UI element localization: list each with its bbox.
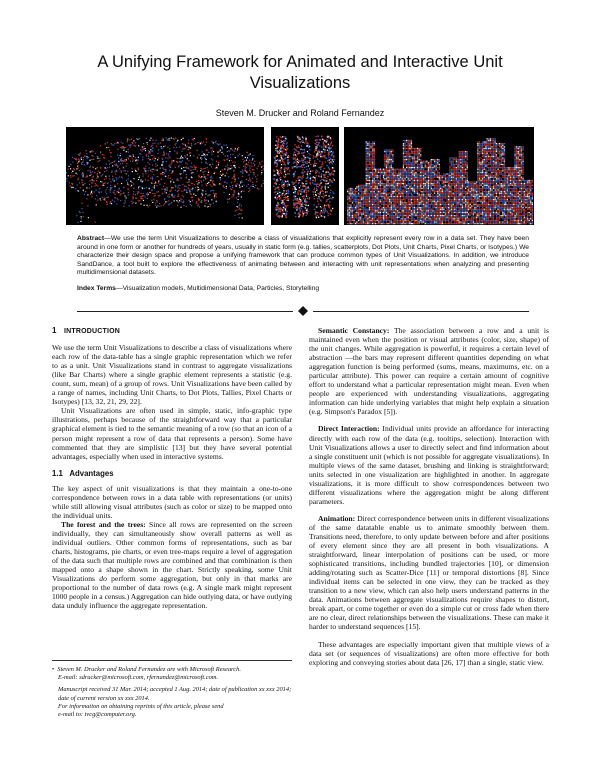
index-terms xyxy=(77,285,529,294)
figure-scatter-strips xyxy=(271,127,339,225)
abstract-label: Abstract xyxy=(77,235,105,242)
column-chart-dots xyxy=(344,127,534,225)
subsection-heading-advantages xyxy=(52,469,292,478)
paper-title xyxy=(60,52,540,94)
section-title: INTRODUCTION xyxy=(63,328,120,335)
forest-trees-emphasis: do xyxy=(99,574,107,584)
footnote xyxy=(52,660,292,719)
footnote-manuscript: Manuscript received 31 Mar. 2014; accepted 1 Aug. 2014; date of publication xx xxx 2014; date of current version xx xxx 2014. xyxy=(58,686,292,702)
us-map-dots xyxy=(66,127,264,225)
footnote-affiliation: Steven M. Drucker and Roland Fernandez are with Microsoft Research. xyxy=(57,666,241,673)
scatter-strips-dots xyxy=(271,127,339,225)
figure-us-map xyxy=(66,127,264,225)
footnote-reprints: For information on obtaining reprints of this article, please send xyxy=(58,702,224,710)
authors: Steven M. Drucker and Roland Fernandez xyxy=(215,108,385,118)
left-column xyxy=(52,326,292,610)
section-number: 1 xyxy=(52,326,57,335)
forest-trees-text-b: perform some aggregation, but only in that marks are proportional to the number of data rows (e.g. A single mark might represent 1000 people in a census.) Aggregation can hide outlying data, or have outlying data unduly influence the aggregate representation. xyxy=(52,574,293,611)
intro-paragraph-2: Unit Visualizations are often used in simple, static, info-graphic type illustrations, perhaps because of the straightforward way that a particular graphical element is tied to the semantic meaning of a row (so that an icon of a person might represent a row of data that represents a person). Some have commented that they are simplistic [13] but they have several potential advantages, especially when used in interactive systems. xyxy=(52,406,292,461)
index-terms-text: —Visualization models, Multidimensional Data, Particles, Storytelling xyxy=(115,285,320,292)
footnote-rule xyxy=(52,660,292,661)
title-line-1: A Unifying Framework for Animated and Interactive Unit xyxy=(97,53,503,71)
advantages-paragraph: The key aspect of unit visualizations is that they maintain a one-to-one correspondence between rows in a data table with representations (or units) while still allowing visual attributes (such as color or size) to be mapped onto the individual units. xyxy=(52,483,292,520)
direct-interaction-label: Direct Interaction: xyxy=(318,424,380,434)
forest-trees-paragraph xyxy=(52,520,292,610)
diamond-ornament-icon xyxy=(298,306,308,316)
animation-paragraph xyxy=(309,514,549,632)
right-column xyxy=(309,326,549,667)
title-line-2: Visualizations xyxy=(249,74,351,92)
abstract-text: —We use the term Unit Visualizations to describe a class of visualizations that explicitly represent every row in a data set. They have been around in one form or another for hundreds of years, usually in static form (e.g. tallies, scatterplots, Dot Plots, Unit Charts, Pixel Charts, or Isotypes.) We characterize their design space and propose a unifying framework that can produce common types of Unit Visualizations. In addition, we introduce SandDance, a tool built to explore the effectiveness of animating between and interacting with unit representations when analyzing and presenting multidimensional datasets. xyxy=(77,235,529,277)
forest-trees-label: The forest and the trees: xyxy=(61,519,146,529)
closing-paragraph: These advantages are especially important given that multiple views of a data set (or sequences of visualizations) are often more effective for both exploring and conveying stories about data [26, 17] than a single, static view. xyxy=(309,639,549,667)
subsection-title: Advantages xyxy=(69,468,114,478)
figure-column-chart xyxy=(344,127,534,225)
animation-label: Animation: xyxy=(318,513,356,523)
semantic-constancy-label: Semantic Constancy: xyxy=(318,326,390,335)
direct-interaction-text: Individual units provide an affordance for interacting directly with each row of the data (e.g. tooltips, selection). Interaction with Unit Visualizations allows a user to directly select and find information about a single constituent unit (which is not possible for aggregate visualizations). In multiple views of the same dataset, brushing and linking is straightforward; units selected in one visualization are highlighted in another. In aggregate visualizations, it is more difficult to show correspondences between two different visualizations where the aggregation might be along different parameters. xyxy=(309,424,549,506)
abstract xyxy=(77,235,529,278)
bullet-icon: • xyxy=(52,666,55,673)
semantic-constancy-text: The association between a row and a unit is maintained even when the position or visual attributes (color, size, shape) of the unit changes. While aggregation is powerful, it requires a certain level of abstraction —the bars may represent different quantities depending on what aggregation function is being performed (sums, means, maximums, etc. on a particular attribute). This power can require a certain amount of cognitive effort to understand what a particular representation might mean. Even when people are experienced with understanding visualizations, aggregating information can hide underlying variables that might help explain a situation (e.g. Simpson's Paradox [5]). xyxy=(309,326,549,417)
footnote-reprints-email: e-mail to: tvcg@computer.org. xyxy=(58,711,137,719)
intro-paragraph-1: We use the term Unit Visualizations to describe a class of visualizations where each row of the data-table has a single graphic representation which we refer to as a unit. Unit Visualizations stand in contrast to aggregate visualizations (like Bar Charts) where a single graphic element represents a statistic (e.g. count, sum, mean) of a group of rows. Unit Visualizations have been called by a range of names, including Unit Charts, to Dot Plots, Tallies, Pixel Charts or Isotypes) [13, 32, 21, 29, 22]. xyxy=(52,343,292,407)
section-divider xyxy=(77,306,529,316)
direct-interaction-paragraph xyxy=(309,424,549,505)
subsection-number: 1.1 xyxy=(52,468,63,478)
forest-trees-text-a: Since all rows are represented on the screen individually, they can simultaneously show overall patterns as well as individual outliers. Other common forms of representations, such as bar charts, histograms, pie charts, or even tree-maps require a level of aggregation of the data such that multiple rows are combined and that combination is then mapped onto a shape shown in the chart. Strictly speaking, some Unit Visualizations xyxy=(52,519,292,584)
animation-text: Direct correspondence between units in different visualizations of the same datatable enable us to animate smoothly between them. Transitions need, therefore, to only update between before and after positions of every element since they are all present in both visualizations. A straightforward, linear interpolation of positions can be used, or more sophisticated transitions, including bundled trajectories [10], or dimension adding/rotating such as Scatter-Dice [11] or temporal distortions [8]. Since individual items can be selected in one view, they can be tracked as they transition to a new view, which can also help users understand patterns in the data. Animations between aggregate visualizations require shapes to distort, break apart, or come together or even do a simple cut or cross fade when there are no clear, direct relationships between the visualizations. These can make it harder to understand sequences [15]. xyxy=(309,513,549,632)
section-heading-introduction xyxy=(52,326,292,336)
index-terms-label: Index Terms xyxy=(77,285,116,292)
semantic-constancy-paragraph xyxy=(309,326,549,416)
footnote-email: E-mail: sdrucker@microsoft.com, rfernandez@microsoft.com. xyxy=(58,674,219,682)
